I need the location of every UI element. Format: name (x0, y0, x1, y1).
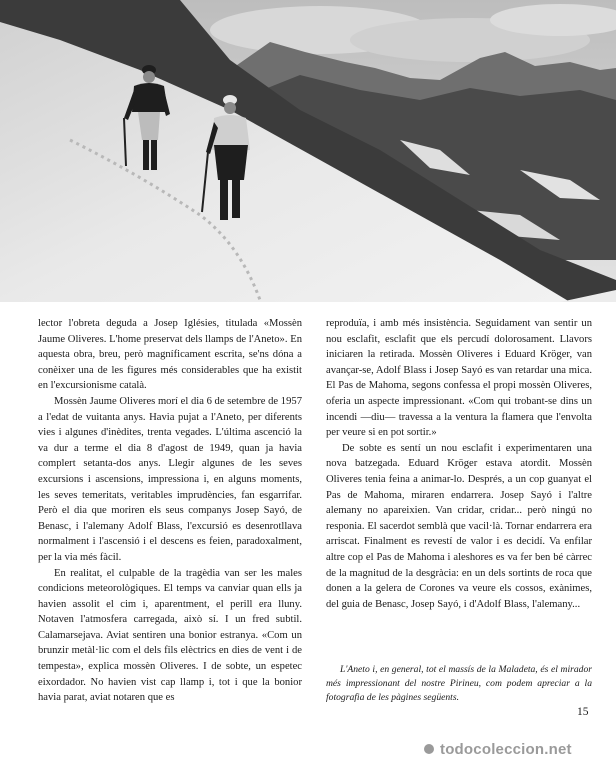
caption-text: L'Aneto i, en general, tot el massís de la Maladeta, és el mirador més impressionant del nostre Pirineu, com podem apreciar a la fotografia de les pàgines següents. (326, 664, 592, 704)
paragraph: Mossèn Jaume Oliveres morí el dia 6 de setembre de 1957 a l'edat de vuitanta anys. Havia pujat a l'Aneto, per diferents vies i algunes d'inèdites, trenta vegades. L'última ascenció la va dur a terme el dia 8 d'agost de 1949, quan ja havia complert setanta-dos anys. Llegir algunes de les seves excursions i ascensions, impressiona i, en alguns moments, les seves temeritats, veritables imprudències, fan esgarrifar. Però el dia que moriren els seus companys Josep Sayó, de Benasc, i l'alemany Adolf Blass, l'excursió es desenrotllava normalment i l'ascensió i el descens es feien, paradoxalment, per la via més fàcil. (38, 395, 302, 563)
paragraph: En realitat, el culpable de la tragèdia van ser les males condicions meteorològiques. El temps va canviar quan ells ja havien assolit el cim i, aparentment, el perill era lluny. Notaven l'atmosfera carregada, això sí. I un fred subtil. Calamarsejava. Aviat sentiren una bonior estranya. «Com un brunzir metàl·lic com el dels fils elèctrics en dies de vent i de tempesta», explica mossèn Oliveres. I de sobte, un espetec eixordador. No havien vist cap llamp i, tot i que la bonior havia parat, aviat notaren que es (38, 567, 302, 704)
watermark-logo-icon (424, 744, 434, 754)
photo-caption (326, 663, 592, 706)
right-column (326, 316, 592, 612)
paragraph: reproduïa, i amb més insistència. Seguidament van sentir un nou esclafit, esclafit que els percudí dolorosament. Llavors iniciaren la retirada. Mossèn Oliveres i Eduard Kröger, van avançar-se, Adolf Blass i Josep Sayó es van retardar una mica. El Pas de Mahoma, segons confessa el propi mossèn Oliveres, oferia un aspecte impressionant. «Com qui trobant-se dins un incendi —diu— travessa a la ventura la flamera que l'envolta per veure si en pot sortir.» (326, 318, 592, 439)
watermark-text: todocoleccion.net (440, 741, 572, 758)
paragraph: De sobte es sentí un nou esclafit i experimentaren una nova batzegada. Eduard Kröger estava atordit. Mossèn Oliveres tenia feina a animar-lo. Després, a un cop guanyat el Pas de Mahoma, miraren endarrera. Josep Sayó i l'altre alemany no apareixien. Van cridar, cridar... però ningú no responia. El sacerdot semblà que vacil·là. Tornar endarrera era arriscat. Finalment es revestí de valor i es decidí. Va enfilar altre cop el Pas de Mahoma i aleshores es va fer ben bé càrrec de la magnitud de la desgràcia: en un dels sortints de roca que donen a la gelera de Corones va veure els cossos, exànimes, del guia de Benasc, Josep Sayó, i d'Adolf Blass, l'alemany... (326, 442, 592, 610)
page-number: 15 (577, 706, 589, 718)
left-column (38, 316, 302, 706)
mountaineers-photo (0, 0, 616, 302)
paragraph: lector l'obreta deguda a Josep Iglésies, titulada «Mossèn Jaume Oliveres. L'home preservat dels llamps de l'Aneto». En aquesta obra, breu, però magníficament escrita, se'ns dóna a conèixer una de les figures més considerables que ha existit en l'excursionisme català. (38, 318, 302, 392)
